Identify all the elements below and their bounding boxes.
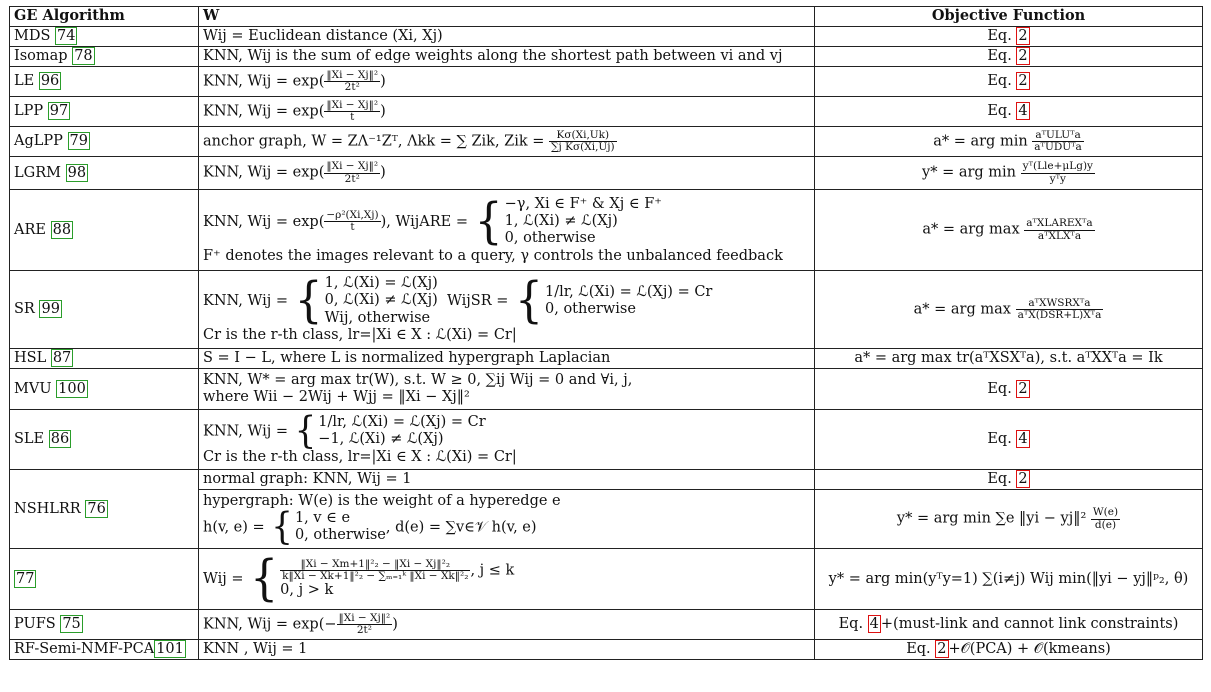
header-objective: Objective Function <box>815 7 1203 27</box>
numerator: aᵀXWSRXᵀa <box>1016 298 1104 310</box>
left-brace: { <box>294 272 323 329</box>
equation-link[interactable]: 2 <box>1018 380 1028 397</box>
reference-link[interactable]: 86 <box>50 431 70 448</box>
numerator: ‖Xi − Xj‖² <box>326 98 379 111</box>
reference-link[interactable]: 99 <box>41 301 60 318</box>
numerator: W(e) <box>1092 506 1119 519</box>
case: 0, otherwise <box>504 230 596 247</box>
note: Cr is the r-th class, lr=|Xi ∈ X : ℒ(Xi) = Cr| <box>203 448 517 465</box>
algorithm-name: RF-Semi-NMF-PCA <box>14 641 155 658</box>
w-prefix: KNN, Wij = <box>203 293 293 310</box>
w-cell <box>199 410 815 470</box>
fraction <box>1091 507 1120 530</box>
case: −γ, Xi ∈ F⁺ & Xj ∈ F⁺ <box>504 195 662 212</box>
denominator: aᵀUDUᵀa <box>1034 141 1082 153</box>
algorithm-name: LGRM <box>14 164 61 181</box>
denominator: t <box>350 221 355 234</box>
objective-cell <box>815 157 1203 190</box>
left-brace: { <box>271 505 293 550</box>
eq-label: Eq. <box>987 28 1012 45</box>
equation-link[interactable]: 2 <box>1018 471 1028 488</box>
equation-link[interactable]: 2 <box>1018 28 1028 45</box>
algorithm-name: SR <box>14 301 35 318</box>
reference-link[interactable]: 77 <box>16 570 35 587</box>
fraction <box>324 210 380 233</box>
reference-link[interactable]: 98 <box>67 164 87 181</box>
reference-link[interactable]: 74 <box>57 28 76 45</box>
cases <box>325 275 438 327</box>
w-line: hypergraph: W(e) is the weight of a hyperedge e <box>203 493 561 510</box>
objective-cell <box>815 190 1203 271</box>
w-cell <box>199 369 815 410</box>
w-cell: KNN, Wij = exp( $\frac{\text{‖Xi − Xj‖²}}{\text{2t²}}$ ) <box>199 157 815 190</box>
algorithm-name: MVU <box>14 380 52 397</box>
numerator: aᵀXLAREXᵀa <box>1026 217 1093 230</box>
w-line: KNN, W* = arg max tr(W), s.t. W ≥ 0, ∑ij Wij = 0 and ∀i, j, <box>203 372 633 389</box>
table-row <box>10 640 1203 660</box>
numerator: yᵀ(Lle+μLg)y <box>1022 160 1093 173</box>
fraction <box>324 70 380 93</box>
denominator: k‖Xi − Xk+1‖²₂ − ∑ₘ₌₁ᵏ ‖Xi − Xk‖²₂ <box>282 569 469 582</box>
equation-link[interactable]: 4 <box>1018 103 1028 120</box>
case: 0, j > k <box>280 581 334 598</box>
fraction <box>1021 161 1095 184</box>
cases <box>295 510 386 545</box>
w-cell: KNN, Wij = exp(− $\frac{\text{‖Xi − Xj‖²}}{\text{2t²}}$ ) <box>199 610 815 640</box>
case: 1/lr, ℒ(Xi) = ℒ(Xj) = Cr <box>545 283 713 300</box>
algorithm-name: LPP <box>14 103 44 120</box>
w-prefix: KNN, Wij = exp(− <box>203 616 337 633</box>
w-prefix: Wij = <box>203 571 249 587</box>
reference-link[interactable]: 79 <box>69 133 88 150</box>
numerator: ‖Xi − Xj‖² <box>326 160 379 173</box>
left-brace: { <box>515 272 543 329</box>
case: 1, ℒ(Xi) = ℒ(Xj) <box>324 275 438 292</box>
denominator: 2t² <box>344 172 360 185</box>
table-row <box>10 67 1203 97</box>
equation-link[interactable]: 4 <box>1018 431 1028 448</box>
case: 1, v ∈ e <box>294 509 351 526</box>
reference-link[interactable]: 88 <box>52 221 72 238</box>
denominator: t <box>350 111 355 123</box>
w-cell <box>199 549 815 610</box>
eq-label: Eq. <box>987 103 1012 120</box>
w-prefix: KNN, Wij = exp( <box>203 73 325 90</box>
reference-link[interactable]: 76 <box>87 500 106 517</box>
table-row <box>10 369 1203 410</box>
algorithm-name: HSL <box>14 350 47 367</box>
cases <box>505 196 662 248</box>
w-cell: Wij = Euclidean distance (Xi, Xj) <box>199 27 815 47</box>
numerator: ‖Xi − Xm+1‖²₂ − ‖Xi − Xj‖²₂ <box>280 559 470 571</box>
case-suffix: , j ≤ k <box>470 562 515 579</box>
case: −1, ℒ(Xi) ≠ ℒ(Xj) <box>318 431 444 448</box>
table-row <box>10 271 1203 349</box>
table-row <box>10 470 1203 490</box>
w-cell: KNN, Wij = exp( $\frac{\text{‖Xi − Xj‖²}}{t}$ ) <box>199 97 815 127</box>
ge-algorithm-table <box>9 6 1203 660</box>
numerator: ‖Xi − Xj‖² <box>338 611 391 624</box>
w-cell: normal graph: KNN, Wij = 1 <box>199 470 815 490</box>
fraction <box>337 613 393 636</box>
denominator: d(e) <box>1094 518 1117 531</box>
numerator: Kσ(Xi,Uk) <box>549 130 617 142</box>
eq-label: Eq. <box>987 471 1012 488</box>
denominator: 2t² <box>356 624 372 636</box>
note: Cr is the r-th class, lr=|Xi ∈ X : ℒ(Xi) = Cr| <box>203 327 517 344</box>
fraction <box>1032 130 1083 153</box>
obj-prefix: a* = arg max <box>913 301 1016 318</box>
reference-link[interactable]: 97 <box>49 103 69 120</box>
reference-link[interactable]: 101 <box>156 641 184 658</box>
eq-label: Eq. <box>906 641 931 658</box>
case: 0, ℒ(Xi) ≠ ℒ(Xj) <box>324 292 438 309</box>
w-mid: WijSR = <box>446 293 513 310</box>
w-prefix: anchor graph, W = ZΛ⁻¹Zᵀ, Λkk = ∑ Zik, Zik = <box>203 133 550 150</box>
algorithm-name: ARE <box>14 221 46 238</box>
objective-cell: y* = arg min(yᵀy=1) ∑(i≠j) Wij min(‖yi − yj‖ᵖ₂, θ) <box>815 549 1203 610</box>
objective-cell <box>815 271 1203 349</box>
w-cell: KNN , Wij = 1 <box>199 640 815 660</box>
reference-link[interactable]: 100 <box>58 380 86 397</box>
table-header-row <box>10 7 1203 27</box>
table-row <box>10 610 1203 640</box>
table-row <box>10 190 1203 271</box>
algorithm-name: NSHLRR <box>14 500 81 517</box>
fraction <box>324 100 380 123</box>
reference-link[interactable]: 96 <box>40 73 60 90</box>
w-cell: KNN, Wij = exp( $\frac{\text{‖Xi − Xj‖²}}{\text{2t²}}$ ) <box>199 67 815 97</box>
obj-suffix: +𝒪(PCA) + 𝒪(kmeans) <box>948 641 1111 658</box>
equation-link[interactable]: 2 <box>1018 48 1028 65</box>
cases <box>545 284 712 319</box>
eq-label: Eq. <box>987 48 1012 65</box>
table-row <box>10 127 1203 157</box>
obj-prefix: y* = arg min <box>922 165 1021 181</box>
header-algorithm: GE Algorithm <box>10 7 199 27</box>
case: Wij, otherwise <box>324 309 431 326</box>
cases <box>318 414 485 449</box>
numerator: aᵀULUᵀa <box>1032 130 1083 142</box>
w-prefix: h(v, e) = <box>203 519 270 536</box>
obj-suffix: +(must-link and cannot link constraints) <box>880 616 1179 633</box>
numerator: −ρ²(Xi,Xj) <box>326 209 379 222</box>
table-row <box>10 157 1203 190</box>
w-cell <box>199 127 815 157</box>
fraction <box>1024 218 1094 241</box>
w-cell: KNN, Wij is the sum of edge weights along the shortest path between vi and vj <box>199 47 815 67</box>
fraction <box>280 559 470 582</box>
table-row <box>10 349 1203 369</box>
objective-cell <box>815 127 1203 157</box>
fraction <box>549 130 617 153</box>
algorithm-name: LE <box>14 73 35 90</box>
left-brace: { <box>294 409 317 454</box>
numerator: ‖Xi − Xj‖² <box>326 68 379 81</box>
denominator: aᵀXLXᵀa <box>1037 229 1082 242</box>
eq-label: Eq. <box>987 380 1012 397</box>
denominator: aᵀX(DSR+L)Xᵀa <box>1017 309 1102 321</box>
table-row <box>10 410 1203 470</box>
case: 1/lr, ℒ(Xi) = ℒ(Xj) = Cr <box>318 413 486 430</box>
w-suffix: , d(e) = ∑v∈𝒱 h(v, e) <box>385 519 537 536</box>
algorithm-name: MDS <box>14 28 51 45</box>
w-cell <box>199 490 815 549</box>
w-prefix: KNN, Wij = exp( <box>203 213 325 230</box>
fraction <box>1016 298 1104 321</box>
equation-link[interactable]: 2 <box>937 641 947 658</box>
eq-label: Eq. <box>838 616 864 633</box>
algorithm-name: AgLPP <box>14 133 63 150</box>
eq-label: Eq. <box>987 431 1012 448</box>
objective-cell <box>815 490 1203 549</box>
table-row <box>10 549 1203 610</box>
w-line: where Wii − 2Wij + Wjj = ‖Xi − Xj‖² <box>203 389 470 405</box>
objective-cell: a* = arg max tr(aᵀXSXᵀa), s.t. aᵀXXᵀa = Ik <box>815 349 1203 369</box>
denominator: ∑j Kσ(Xi,Uj) <box>551 141 615 153</box>
table-row <box>10 97 1203 127</box>
w-cell: S = I − L, where L is normalized hypergraph Laplacian <box>199 349 815 369</box>
left-brace: { <box>250 550 279 607</box>
algorithm-name: PUFS <box>14 616 56 633</box>
w-cell <box>199 190 815 271</box>
w-cell <box>199 271 815 349</box>
equation-link[interactable]: 4 <box>869 616 879 633</box>
cases <box>280 559 514 599</box>
reference-link[interactable]: 75 <box>62 616 81 633</box>
algorithm-name: SLE <box>14 431 45 448</box>
obj-prefix: a* = arg min <box>933 133 1033 150</box>
table-row <box>10 47 1203 67</box>
left-brace: { <box>474 193 503 250</box>
obj-prefix: a* = arg max <box>922 222 1025 238</box>
case: 0, otherwise <box>545 301 636 318</box>
w-mid: ), WijARE = <box>380 213 473 230</box>
note: F⁺ denotes the images relevant to a query, γ controls the unbalanced feedback <box>203 247 783 264</box>
eq-label: Eq. <box>987 73 1012 90</box>
header-w: W <box>199 7 815 27</box>
equation-link[interactable]: 2 <box>1018 73 1028 90</box>
w-prefix: KNN, Wij = <box>203 423 293 440</box>
reference-link[interactable]: 78 <box>74 48 93 65</box>
case: 1, ℒ(Xi) ≠ ℒ(Xj) <box>504 212 618 229</box>
denominator: yᵀy <box>1049 172 1066 185</box>
table-row <box>10 27 1203 47</box>
denominator: 2t² <box>344 81 360 93</box>
case: 0, otherwise <box>294 527 386 544</box>
obj-prefix: y* = arg min ∑e ‖yi − yj‖² <box>896 511 1091 527</box>
algorithm-name: Isomap <box>14 48 68 65</box>
fraction <box>324 161 380 184</box>
reference-link[interactable]: 87 <box>52 350 72 367</box>
w-prefix: KNN, Wij = exp( <box>203 165 325 181</box>
w-prefix: KNN, Wij = exp( <box>203 103 325 120</box>
